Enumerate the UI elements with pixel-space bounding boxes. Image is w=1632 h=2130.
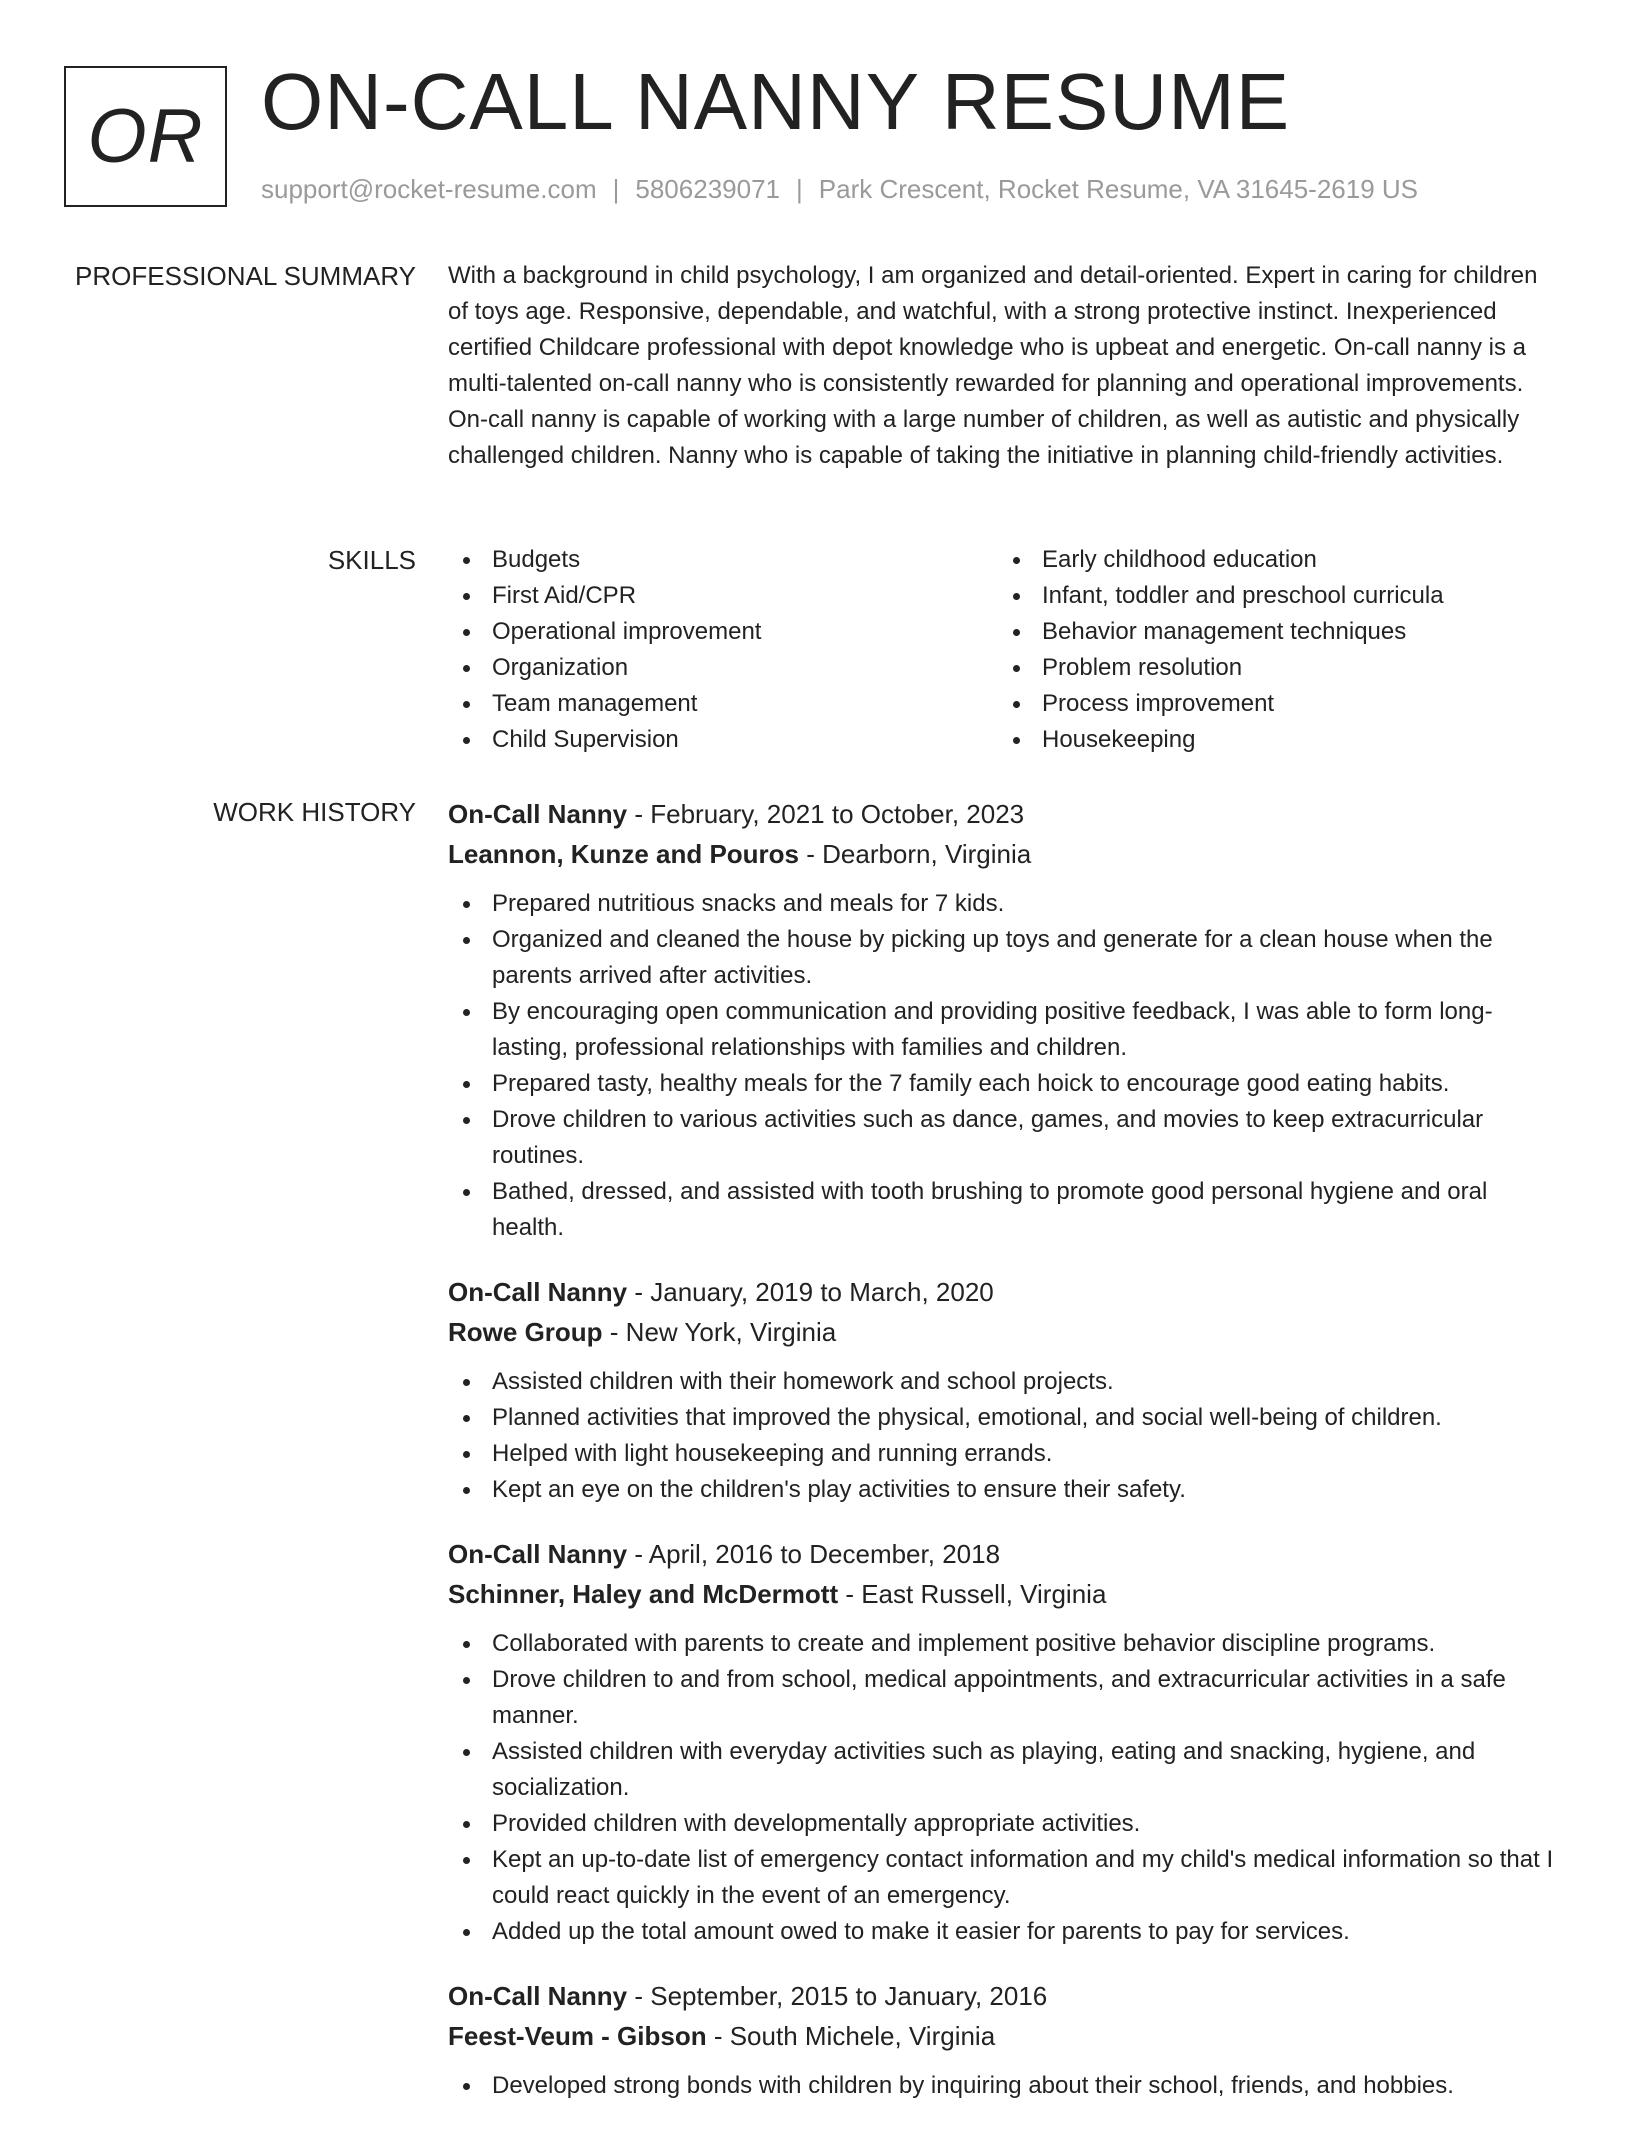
job-list <box>448 794 1558 2130</box>
job-duty-item: Planned activities that improved the physical, emotional, and social well-being of children. <box>448 1400 1558 1436</box>
contact-phone: 5806239071 <box>635 174 780 204</box>
monogram-initials: OR <box>87 94 204 179</box>
skill-item: Budgets <box>448 542 998 578</box>
job-location: - South Michele, Virginia <box>706 2021 996 2051</box>
job-company: Rowe Group <box>448 1317 603 1347</box>
contact-separator: | <box>612 174 620 204</box>
job-duty-item: Helped with light housekeeping and running errands. <box>448 1436 1558 1472</box>
job-company: Leannon, Kunze and Pouros <box>448 839 800 869</box>
job-duties <box>448 2068 1558 2104</box>
job-title-line <box>448 1272 1558 1312</box>
job-company: Feest-Veum - Gibson <box>448 2021 707 2051</box>
job-duty-item: Kept an eye on the children's play activities to ensure their safety. <box>448 1472 1558 1508</box>
skill-item: Housekeeping <box>998 722 1548 758</box>
job-company-line <box>448 1574 1558 1614</box>
job-title: On-Call Nanny <box>448 1277 628 1307</box>
contact-separator: | <box>796 174 803 204</box>
job-duty-item: Bathed, dressed, and assisted with tooth brushing to promote good personal hygiene and oral health. <box>448 1174 1558 1246</box>
job-duty-item: Organized and cleaned the house by picking up toys and generate for a clean house when the parents arrived after activities. <box>448 922 1558 994</box>
skill-item: Operational improvement <box>448 614 998 650</box>
skill-item: Behavior management techniques <box>998 614 1548 650</box>
job-duty-item: Assisted children with their homework and school projects. <box>448 1364 1558 1400</box>
skill-item: Child Supervision <box>448 722 998 758</box>
summary-text: With a background in child psychology, I am organized and detail-oriented. Expert in caring for children of toys age. Responsive, dependable, and watchful, with a strong protective instinct. Inexperienced certified Childcare professional with depot knowledge who is upbeat and energetic. On-call nanny is a multi-talented on-call nanny who is consistently rewarded for planning and operational improvements. On-call nanny is capable of working with a large number of children, as well as autistic and physically challenged children. Nanny who is capable of taking the initiative in planning child-friendly activities. <box>448 262 1538 469</box>
monogram-box <box>64 66 227 207</box>
contact-email: support@rocket-resume.com <box>261 174 597 204</box>
skills-label: SKILLS <box>327 545 416 575</box>
job-dates: - January, 2019 to March, 2020 <box>627 1277 994 1307</box>
job-duty-item: Drove children to various activities such as dance, games, and movies to keep extracurricular routines. <box>448 1102 1558 1174</box>
skill-item: Process improvement <box>998 686 1548 722</box>
job-title-line <box>448 1976 1558 2016</box>
job-duty-item: By encouraging open communication and providing positive feedback, I was able to form long-lasting, professional relationships with families and children. <box>448 994 1558 1066</box>
skills-list-left <box>448 542 998 758</box>
job-location: - Dearborn, Virginia <box>799 839 1032 869</box>
summary-label: PROFESSIONAL SUMMARY <box>75 261 416 291</box>
job-title: On-Call Nanny <box>448 1539 628 1569</box>
skill-item: Early childhood education <box>998 542 1548 578</box>
job-duty-item: Developed strong bonds with children by inquiring about their school, friends, and hobbies. <box>448 2068 1558 2104</box>
skill-item: Problem resolution <box>998 650 1548 686</box>
job-duties <box>448 886 1558 1246</box>
skill-item: Infant, toddler and preschool curricula <box>998 578 1548 614</box>
job-duty-item: Prepared nutritious snacks and meals for 7 kids. <box>448 886 1558 922</box>
job-duty-item: Assisted children with everyday activities such as playing, eating and snacking, hygiene, and socialization. <box>448 1734 1558 1806</box>
job-company-line <box>448 834 1558 874</box>
job-title-line <box>448 794 1558 834</box>
job-title: On-Call Nanny <box>448 1981 628 2011</box>
skill-item: Organization <box>448 650 998 686</box>
job-dates: - February, 2021 to October, 2023 <box>627 799 1025 829</box>
job-duty-item: Added up the total amount owed to make it easier for parents to pay for services. <box>448 1914 1558 1950</box>
job-entry <box>448 1976 1558 2104</box>
job-company-line <box>448 1312 1558 1352</box>
job-location: - East Russell, Virginia <box>838 1579 1107 1609</box>
contact-line <box>261 174 1418 205</box>
job-location: - New York, Virginia <box>602 1317 837 1347</box>
job-company: Schinner, Haley and McDermott <box>448 1579 839 1609</box>
job-duty-item: Prepared tasty, healthy meals for the 7 family each hoick to encourage good eating habits. <box>448 1066 1558 1102</box>
job-duties <box>448 1364 1558 1508</box>
contact-address: Park Crescent, Rocket Resume, VA 31645-2619 US <box>818 174 1419 204</box>
skill-item: Team management <box>448 686 998 722</box>
job-title: On-Call Nanny <box>448 799 628 829</box>
job-dates: - April, 2016 to December, 2018 <box>627 1539 1001 1569</box>
job-duty-item: Kept an up-to-date list of emergency contact information and my child's medical information so that I could react quickly in the event of an emergency. <box>448 1842 1558 1914</box>
work-history-label: WORK HISTORY <box>213 797 416 827</box>
job-entry <box>448 1272 1558 1508</box>
job-duties <box>448 1626 1558 1950</box>
job-entry <box>448 1534 1558 1950</box>
job-entry <box>448 794 1558 1246</box>
job-duty-item: Provided children with developmentally appropriate activities. <box>448 1806 1558 1842</box>
job-dates: - September, 2015 to January, 2016 <box>627 1981 1048 2011</box>
resume-title: ON-CALL NANNY RESUME <box>261 57 1291 146</box>
job-duty-item: Collaborated with parents to create and implement positive behavior discipline programs. <box>448 1626 1558 1662</box>
skill-item: First Aid/CPR <box>448 578 998 614</box>
job-company-line <box>448 2016 1558 2056</box>
job-title-line <box>448 1534 1558 1574</box>
job-duty-item: Drove children to and from school, medical appointments, and extracurricular activities in a safe manner. <box>448 1662 1558 1734</box>
skills-list-right <box>998 542 1548 758</box>
